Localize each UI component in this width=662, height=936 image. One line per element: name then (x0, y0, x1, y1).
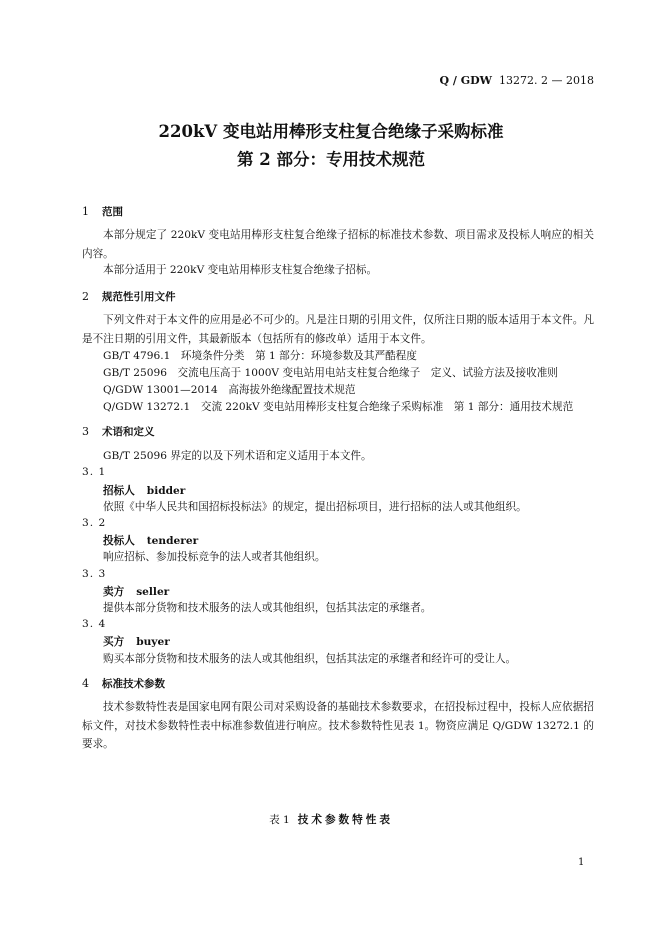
section-4-heading (82, 676, 165, 691)
section-1-paragraph-1: 本部分规定了 220kV 变电站用棒形支柱复合绝缘子招标的标准技术参数、项目需求及投标人响应的相关内容。 (82, 229, 594, 260)
term-heading (103, 584, 169, 599)
term-zh: 买方 (103, 636, 125, 648)
section-4-paragraph-1: 技术参数特性表是国家电网有限公司对采购设备的基础技术参数要求，在招投标过程中，投标人应依据招标文件，对技术参数特性表中标准参数值进行响应。技术参数特性见表 1。物资应满足 Q/GDW 13272.1 的要求。 (82, 701, 594, 750)
page-number: 1 (578, 857, 585, 868)
doc-code-number: 13272. 2 — 2018 (499, 74, 594, 87)
table-label: 表 1 (269, 814, 290, 826)
term-heading (103, 483, 185, 498)
term-definition: 响应招标、参加投标竞争的法人或者其他组织。 (103, 551, 326, 563)
term-number: 3. 4 (82, 618, 107, 630)
section-1-paragraph-2: 本部分适用于 220kV 变电站用棒形支柱复合绝缘子招标。 (103, 264, 378, 276)
table-caption (0, 812, 662, 827)
section-number: 4 (82, 677, 89, 690)
term-en: tenderer (146, 535, 199, 547)
term-number: 3. 3 (82, 568, 107, 580)
section-number: 2 (82, 290, 89, 303)
reference-item: GB/T 25096 交流电压高于 1000V 变电站用电站支柱复合绝缘子 定义、试验方法及接收准则 (103, 367, 558, 379)
section-title: 规范性引用文件 (102, 291, 176, 303)
section-number: 3 (82, 425, 89, 438)
title-line-2: 第 2 部分：专用技术规范 (237, 150, 425, 169)
reference-item: Q/GDW 13001—2014 高海拔外绝缘配置技术规范 (103, 384, 356, 396)
reference-item: GB/T 4796.1 环境条件分类 第 1 部分：环境参数及其严酷程度 (103, 350, 417, 362)
term-zh: 卖方 (103, 586, 125, 598)
table-title: 技术参数特性表 (297, 814, 393, 826)
section-3-heading (82, 424, 155, 439)
term-heading (103, 533, 198, 548)
term-en: bidder (146, 485, 186, 497)
term-en: seller (136, 586, 170, 598)
document-code (439, 74, 594, 87)
section-title: 范围 (102, 206, 123, 218)
section-title: 术语和定义 (102, 426, 155, 438)
term-en: buyer (136, 636, 170, 648)
term-definition: 依照《中华人民共和国招标投标法》的规定，提出招标项目，进行招标的法人或其他组织。 (103, 501, 527, 513)
reference-item: Q/GDW 13272.1 交流 220kV 变电站用棒形支柱复合绝缘子采购标准 第 1 部分：通用技术规范 (103, 401, 574, 413)
doc-code-prefix: Q / GDW (439, 74, 493, 87)
section-3-intro: GB/T 25096 界定的以及下列术语和定义适用于本文件。 (103, 450, 372, 462)
term-definition: 提供本部分货物和技术服务的法人或其他组织，包括其法定的承继者。 (103, 602, 432, 614)
term-number: 3. 1 (82, 466, 107, 478)
term-zh: 招标人 (103, 485, 135, 497)
title-line-1: 220kV 变电站用棒形支柱复合绝缘子采购标准 (158, 122, 504, 141)
term-zh: 投标人 (103, 535, 135, 547)
section-2-heading (82, 289, 176, 304)
term-definition: 购买本部分货物和技术服务的法人或其他组织，包括其法定的承继者和经许可的受让人。 (103, 653, 517, 665)
section-number: 1 (82, 205, 89, 218)
section-1-heading (82, 204, 123, 219)
section-2-paragraph-1: 下列文件对于本文件的应用是必不可少的。凡是注日期的引用文件，仅所注日期的版本适用于本文件。凡是不注日期的引用文件，其最新版本（包括所有的修改单）适用于本文件。 (82, 314, 594, 345)
term-heading (103, 634, 170, 649)
section-title: 标准技术参数 (102, 678, 165, 690)
term-number: 3. 2 (82, 517, 107, 529)
